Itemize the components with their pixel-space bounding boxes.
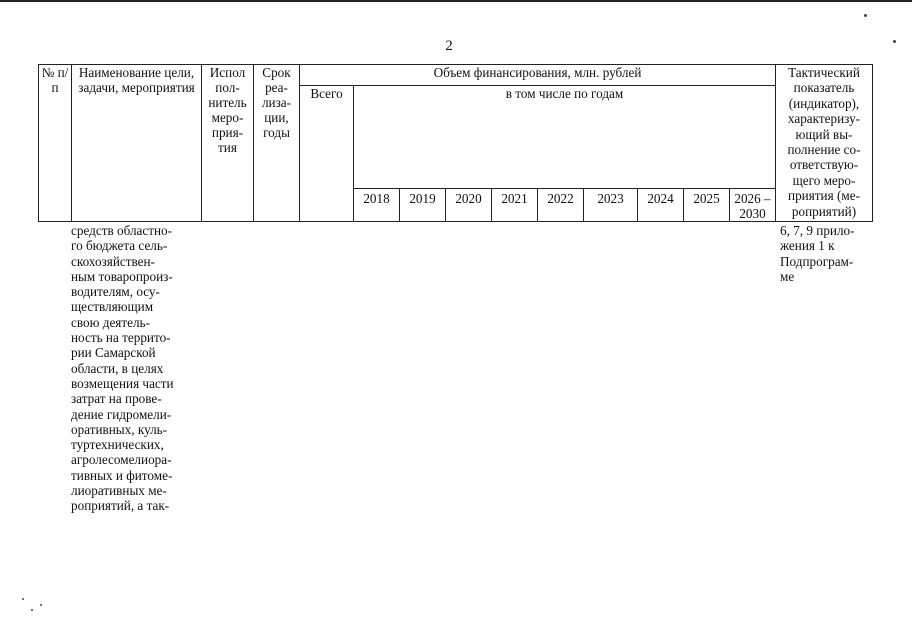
text-line: средств областно-: [71, 223, 173, 238]
header-financing: Объем финансирования, млн. рублей: [300, 65, 776, 86]
text-line: туртехнических,: [71, 437, 164, 453]
text-line: водителям, осу-: [71, 284, 160, 300]
header-term: Срок реа-лиза-ции, годы: [254, 65, 300, 222]
tactical-indicator-continuation: [780, 223, 872, 284]
header-name: Наименование цели, задачи, мероприятия: [72, 65, 202, 222]
text-line: роприятий, а так-: [71, 498, 170, 514]
text-line: затрат на прове-: [71, 391, 162, 407]
text-line: оративных, куль-: [71, 421, 168, 437]
scan-speck: [864, 14, 867, 17]
header-by-years: в том числе по годам: [354, 86, 776, 189]
header-number: № п/п: [39, 65, 72, 222]
text-line: 6, 7, 9 прило-: [780, 223, 855, 238]
scan-speck: [40, 604, 42, 606]
page-number: 2: [445, 38, 453, 54]
header-year-2025: 2025: [684, 189, 730, 222]
text-line: области, в целях: [71, 360, 164, 376]
header-year-2018: 2018: [354, 189, 400, 222]
text-line: свою деятель-: [71, 314, 150, 330]
text-line: ность на террито-: [71, 330, 171, 346]
header-executor: Испол пол-нитель меро-прия-тия: [202, 65, 254, 222]
header-year-2019: 2019: [400, 189, 446, 222]
header-year-2023: 2023: [584, 189, 638, 222]
text-line: жения 1 к: [780, 238, 835, 254]
scan-speck: [31, 609, 33, 611]
header-year-2024: 2024: [638, 189, 684, 222]
text-line: го бюджета сель-: [71, 238, 168, 254]
text-line: ме: [780, 268, 795, 284]
text-line: тивных и фитоме-: [71, 467, 173, 483]
header-year-2026-2030: 2026 – 2030: [730, 189, 776, 222]
text-line: дение гидромели-: [71, 406, 172, 422]
text-line: агролесомелиора-: [71, 452, 172, 468]
header-year-2020: 2020: [446, 189, 492, 222]
text-line: лиоративных ме-: [71, 483, 167, 499]
scan-speck: [22, 598, 24, 600]
header-year-2021: 2021: [492, 189, 538, 222]
text-line: Подпрограм-: [780, 253, 854, 269]
text-line: рии Самарской: [71, 345, 156, 361]
text-line: скохозяйствен-: [71, 253, 155, 269]
header-total: Всего: [300, 86, 354, 222]
text-line: возмещения части: [71, 375, 174, 391]
scan-speck: [893, 40, 896, 43]
header-tactical-indicator: Тактический показатель (индикатор), характеризу-ющий вы-полнение со-ответствую-щего меро-приятия (ме-роприятий): [776, 65, 873, 222]
text-line: ным товаропроиз-: [71, 268, 173, 284]
text-line: ществляющим: [71, 299, 154, 315]
top-border-line: [0, 0, 912, 2]
header-year-2022: 2022: [538, 189, 584, 222]
financing-header-table: [38, 64, 873, 222]
measure-name-continuation: [71, 223, 195, 514]
